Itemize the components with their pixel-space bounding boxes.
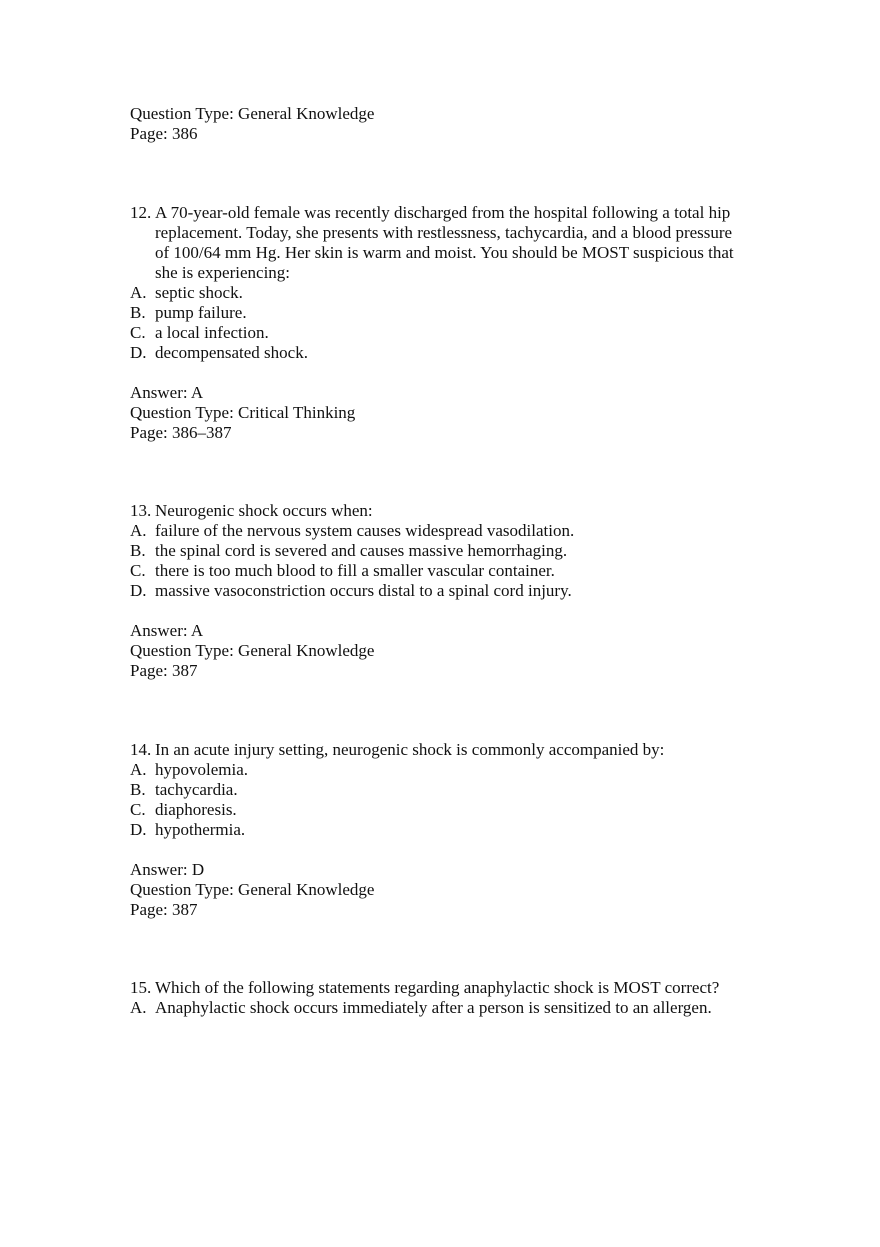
question-type: Question Type: General Knowledge — [130, 880, 375, 899]
option-a — [130, 760, 770, 780]
option-text: hypovolemia. — [155, 760, 249, 779]
option-c — [130, 561, 770, 581]
question-type: Question Type: Critical Thinking — [130, 403, 356, 422]
question-text — [155, 978, 751, 998]
option-label: D. — [130, 820, 147, 839]
option-text: the spinal cord is severed and causes massive hemorrhaging. — [155, 541, 568, 560]
question-line: In an acute injury setting, neurogenic shock is commonly accompanied by: — [155, 740, 665, 759]
question-number: 13. — [130, 501, 152, 520]
option-label: A. — [130, 521, 147, 540]
answer: Answer: A — [130, 621, 204, 640]
question-number: 14. — [130, 740, 152, 759]
option-label: A. — [130, 283, 147, 302]
question-12 — [130, 203, 770, 443]
answer: Answer: D — [130, 860, 205, 879]
question-text — [155, 203, 751, 283]
option-c — [130, 800, 770, 820]
option-d — [130, 820, 770, 840]
option-text: massive vasoconstriction occurs distal to a spinal cord injury. — [155, 581, 572, 600]
question-type: Question Type: General Knowledge — [130, 104, 375, 123]
option-label: D. — [130, 343, 147, 362]
option-label: B. — [130, 303, 146, 322]
option-text: hypothermia. — [155, 820, 246, 839]
page-ref: Page: 387 — [130, 661, 198, 680]
question-number: 15. — [130, 978, 152, 997]
question-stem — [130, 978, 770, 998]
question-text — [155, 501, 751, 521]
option-text: tachycardia. — [155, 780, 238, 799]
question-14 — [130, 740, 770, 920]
page-ref: Page: 386 — [130, 124, 198, 143]
option-a — [130, 998, 770, 1018]
option-b — [130, 303, 770, 323]
option-a — [130, 521, 770, 541]
question-stem — [130, 501, 770, 521]
question-line: Which of the following statements regarding anaphylactic shock is MOST correct? — [155, 978, 720, 997]
option-text: septic shock. — [155, 283, 243, 302]
option-d — [130, 581, 770, 601]
option-d — [130, 343, 770, 363]
option-text: pump failure. — [155, 303, 247, 322]
option-text: a local infection. — [155, 323, 269, 342]
page-ref: Page: 386–387 — [130, 423, 232, 442]
option-label: A. — [130, 760, 147, 779]
question-stem — [130, 740, 770, 760]
question-text — [155, 740, 751, 760]
option-text: decompensated shock. — [155, 343, 308, 362]
option-label: D. — [130, 581, 147, 600]
question-number: 12. — [130, 203, 152, 222]
option-text: failure of the nervous system causes widespread vasodilation. — [155, 521, 575, 540]
option-text: Anaphylactic shock occurs immediately after a person is sensitized to an allergen. — [155, 998, 712, 1017]
question-line: replacement. Today, she presents with restlessness, tachycardia, and a blood pressure — [155, 223, 733, 242]
question-stem — [130, 203, 770, 283]
question-type: Question Type: General Knowledge — [130, 641, 375, 660]
top-meta — [130, 104, 770, 144]
page-ref: Page: 387 — [130, 900, 198, 919]
option-c — [130, 323, 770, 343]
answer: Answer: A — [130, 383, 204, 402]
question-line: A 70-year-old female was recently discharged from the hospital following a total hip — [155, 203, 731, 222]
option-b — [130, 541, 770, 561]
option-text: there is too much blood to fill a smaller vascular container. — [155, 561, 555, 580]
question-line: Neurogenic shock occurs when: — [155, 501, 373, 520]
option-label: B. — [130, 541, 146, 560]
option-label: B. — [130, 780, 146, 799]
question-13 — [130, 501, 770, 681]
option-text: diaphoresis. — [155, 800, 237, 819]
option-b — [130, 780, 770, 800]
option-label: C. — [130, 561, 146, 580]
question-line: she is experiencing: — [155, 263, 291, 282]
option-label: C. — [130, 323, 146, 342]
option-a — [130, 283, 770, 303]
option-label: C. — [130, 800, 146, 819]
option-label: A. — [130, 998, 147, 1017]
question-line: of 100/64 mm Hg. Her skin is warm and moist. You should be MOST suspicious that — [155, 243, 734, 262]
question-15 — [130, 978, 770, 1018]
